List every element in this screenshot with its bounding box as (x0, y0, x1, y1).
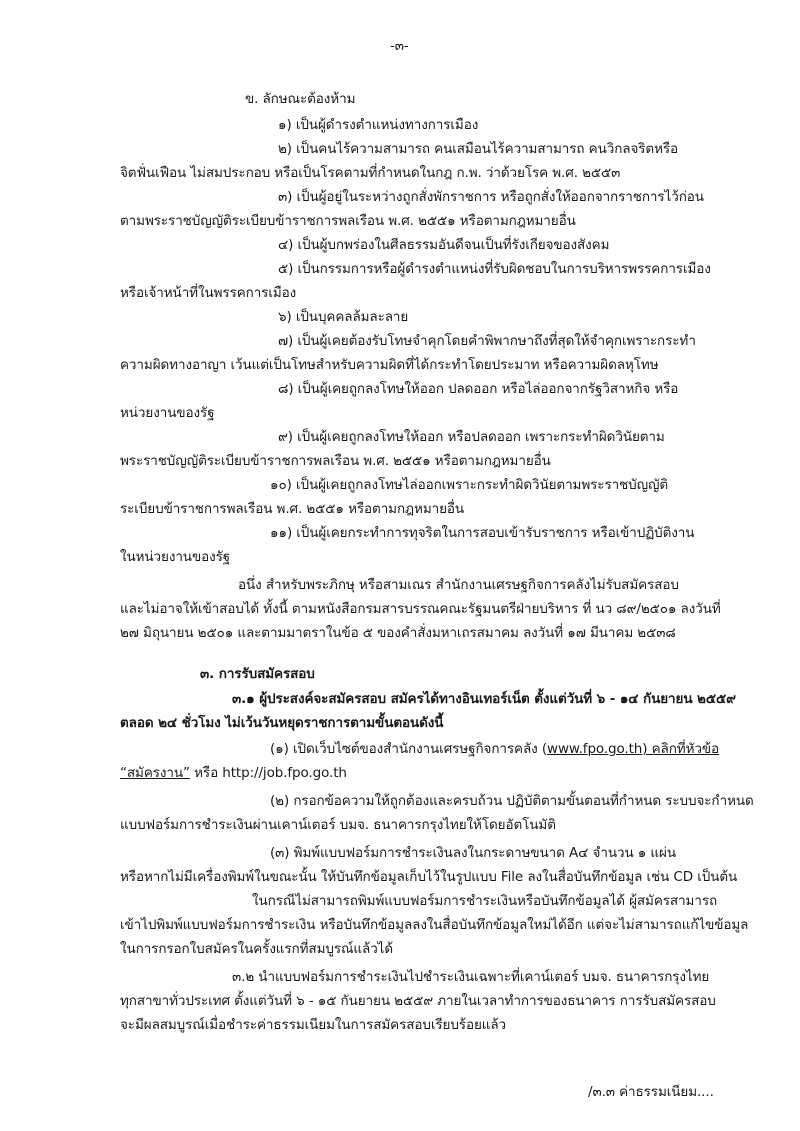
prohibition-item-3-cont: ตามพระราชบัญญัติระเบียบข้าราชการพลเรือน พ.ศ. ๒๕๕๑ หรือตามกฎหมายอื่น (120, 213, 576, 229)
step-3-line-2: หรือหากไม่มีเครื่องพิมพ์ในขณะนั้น ให้บันทึกข้อมูลเก็บไว้ในรูปแบบ File ลงในสื่อบันทึกข้อมูล เช่น CD เป็นต้น (120, 869, 738, 885)
prohibition-item-5: ๕) เป็นกรรมการหรือผู้ดำรงตำแหน่งที่รับผิดชอบในการบริหารพรรคการเมือง (278, 261, 711, 277)
monk-note-line-3: ๒๗ มิถุนายน ๒๕๐๑ และตามมาตราในข้อ ๕ ของคำสั่งมหาเถรสมาคม ลงวันที่ ๑๗ มีนาคม ๒๕๓๘ (120, 625, 676, 641)
prohibition-item-10: ๑๐) เป็นผู้เคยถูกลงโทษไล่ออกเพราะกระทำผิดวินัยตามพระราชบัญญัติ (270, 477, 669, 493)
step-2-line-2: แบบฟอร์มการชำระเงินผ่านเคาน์เตอร์ บมจ. ธนาคารกรุงไทยให้โดยอัตโนมัติ (120, 817, 556, 833)
step-3-line-5: ในการกรอกใบสมัครในครั้งแรกที่สมบูรณ์แล้วได้ (120, 941, 394, 957)
prohibition-item-11: ๑๑) เป็นผู้เคยกระทำการทุจริตในการสอบเข้ารับราชการ หรือเข้าปฏิบัติงาน (270, 525, 695, 541)
step-1-line-1 (270, 739, 719, 759)
step-1-line-2 (120, 763, 347, 783)
prohibition-item-9: ๙) เป็นผู้เคยถูกลงโทษให้ออก หรือปลดออก เพราะกระทำผิดวินัยตาม (278, 429, 665, 445)
prohibition-item-1: ๑) เป็นผู้ดำรงตำแหน่งทางการเมือง (278, 117, 479, 133)
footer-continuation: /๓.๓ ค่าธรรมเนียม.... (588, 1084, 714, 1100)
prohibition-item-8-cont: หน่วยงานของรัฐ (120, 405, 215, 421)
prohibition-item-6: ๖) เป็นบุคคลล้มละลาย (278, 309, 409, 325)
step-2-line-1: (๒) กรอกข้อความให้ถูกต้องและครบถ้วน ปฏิบัติตามขั้นตอนที่กำหนด ระบบจะกำหนด (270, 793, 754, 809)
prohibition-item-8: ๘) เป็นผู้เคยถูกลงโทษให้ออก ปลดออก หรือไล่ออกจากรัฐวิสาหกิจ หรือ (278, 381, 679, 397)
step-3-line-3: ในกรณีไม่สามารถพิมพ์แบบฟอร์มการชำระเงินหรือบันทึกข้อมูลได้ ผู้สมัครสามารถ (252, 893, 718, 909)
prohibition-item-2: ๒) เป็นคนไร้ความสามารถ คนเสมือนไร้ความสามารถ คนวิกลจริตหรือ (278, 141, 679, 157)
s31-line-1: ๓.๑ ผู้ประสงค์จะสมัครสอบ สมัครได้ทางอินเทอร์เน็ต ตั้งแต่วันที่ ๖ - ๑๔ กันยายน ๒๕๕๙ (232, 691, 736, 707)
step-3-line-1: (๓) พิมพ์แบบฟอร์มการชำระเงินลงในกระดาษขนาด A๔ จำนวน ๑ แผ่น (270, 845, 676, 861)
fpo-website-link[interactable]: www.fpo.go.th (547, 741, 643, 757)
prohibition-item-9-cont: พระราชบัญญัติระเบียบข้าราชการพลเรือน พ.ศ. ๒๕๕๑ หรือตามกฎหมายอื่น (120, 453, 551, 469)
apply-job-menu-label[interactable]: “สมัครงาน” (120, 765, 190, 781)
step-1-text-b: ) คลิกที่หัวข้อ (642, 741, 720, 757)
s32-line-1: ๓.๒ นำแบบฟอร์มการชำระเงินไปชำระเงินเฉพาะที่เคาน์เตอร์ บมจ. ธนาคารกรุงไทย (232, 969, 710, 985)
prohibition-item-11-cont: ในหน่วยงานของรัฐ (120, 549, 231, 565)
section-3-heading: ๓. การรับสมัครสอบ (200, 666, 315, 682)
s31-line-2: ตลอด ๒๔ ชั่วโมง ไม่เว้นวันหยุดราชการตามขั้นตอนดังนี้ (120, 715, 444, 731)
prohibition-item-2-cont: จิตฟั่นเฟือน ไม่สมประกอบ หรือเป็นโรคตามที่กำหนดในกฎ ก.พ. ว่าด้วยโรค พ.ศ. ๒๕๕๓ (120, 165, 621, 181)
prohibition-item-4: ๔) เป็นผู้บกพร่องในศีลธรรมอันดีจนเป็นที่รังเกียจของสังคม (278, 237, 610, 253)
job-site-url: หรือ http://job.fpo.go.th (189, 765, 347, 781)
prohibition-item-7: ๗) เป็นผู้เคยต้องรับโทษจำคุกโดยคำพิพากษาถึงที่สุดให้จำคุกเพราะกระทำ (278, 333, 696, 349)
monk-note-line-1: อนึ่ง สำหรับพระภิกษุ หรือสามเณร สำนักงานเศรษฐกิจการคลังไม่รับสมัครสอบ (238, 577, 679, 593)
monk-note-line-2: และไม่อาจให้เข้าสอบได้ ทั้งนี้ ตามหนังสือกรมสารบรรณคณะรัฐมนตรีฝ่ายบริหาร ที่ นว ๘๙/๒๕๐๑ ลงวันที่ (120, 601, 721, 617)
step-3-line-4: เข้าไปพิมพ์แบบฟอร์มการชำระเงิน หรือบันทึกข้อมูลลงในสื่อบันทึกข้อมูลใหม่ได้อีก แต่จะไม่สามารถแก้ไขข้อมูล (120, 917, 749, 933)
prohibition-item-10-cont: ระเบียบข้าราชการพลเรือน พ.ศ. ๒๕๕๑ หรือตามกฎหมายอื่น (120, 501, 465, 517)
s32-line-2: ทุกสาขาทั่วประเทศ ตั้งแต่วันที่ ๖ - ๑๕ กันยายน ๒๕๕๙ ภายในเวลาทำการของธนาคาร การรับสมัครสอบ (120, 993, 716, 1009)
prohibition-item-3: ๓) เป็นผู้อยู่ในระหว่างถูกสั่งพักราชการ หรือถูกสั่งให้ออกจากราชการไว้ก่อน (278, 189, 704, 205)
s32-line-3: จะมีผลสมบูรณ์เมื่อชำระค่าธรรมเนียมในการสมัครสอบเรียบร้อยแล้ว (120, 1017, 507, 1033)
prohibition-item-5-cont: หรือเจ้าหน้าที่ในพรรคการเมือง (120, 285, 297, 301)
section-b-heading: ข. ลักษณะต้องห้าม (245, 91, 356, 107)
prohibition-item-7-cont: ความผิดทางอาญา เว้นแต่เป็นโทษสำหรับความผิดที่ได้กระทำโดยประมาท หรือความผิดลหุโทษ (120, 357, 659, 373)
page-number: -๓- (390, 38, 409, 54)
step-1-text-a: (๑) เปิดเว็บไซต์ของสำนักงานเศรษฐกิจการคลัง ( (270, 741, 548, 757)
